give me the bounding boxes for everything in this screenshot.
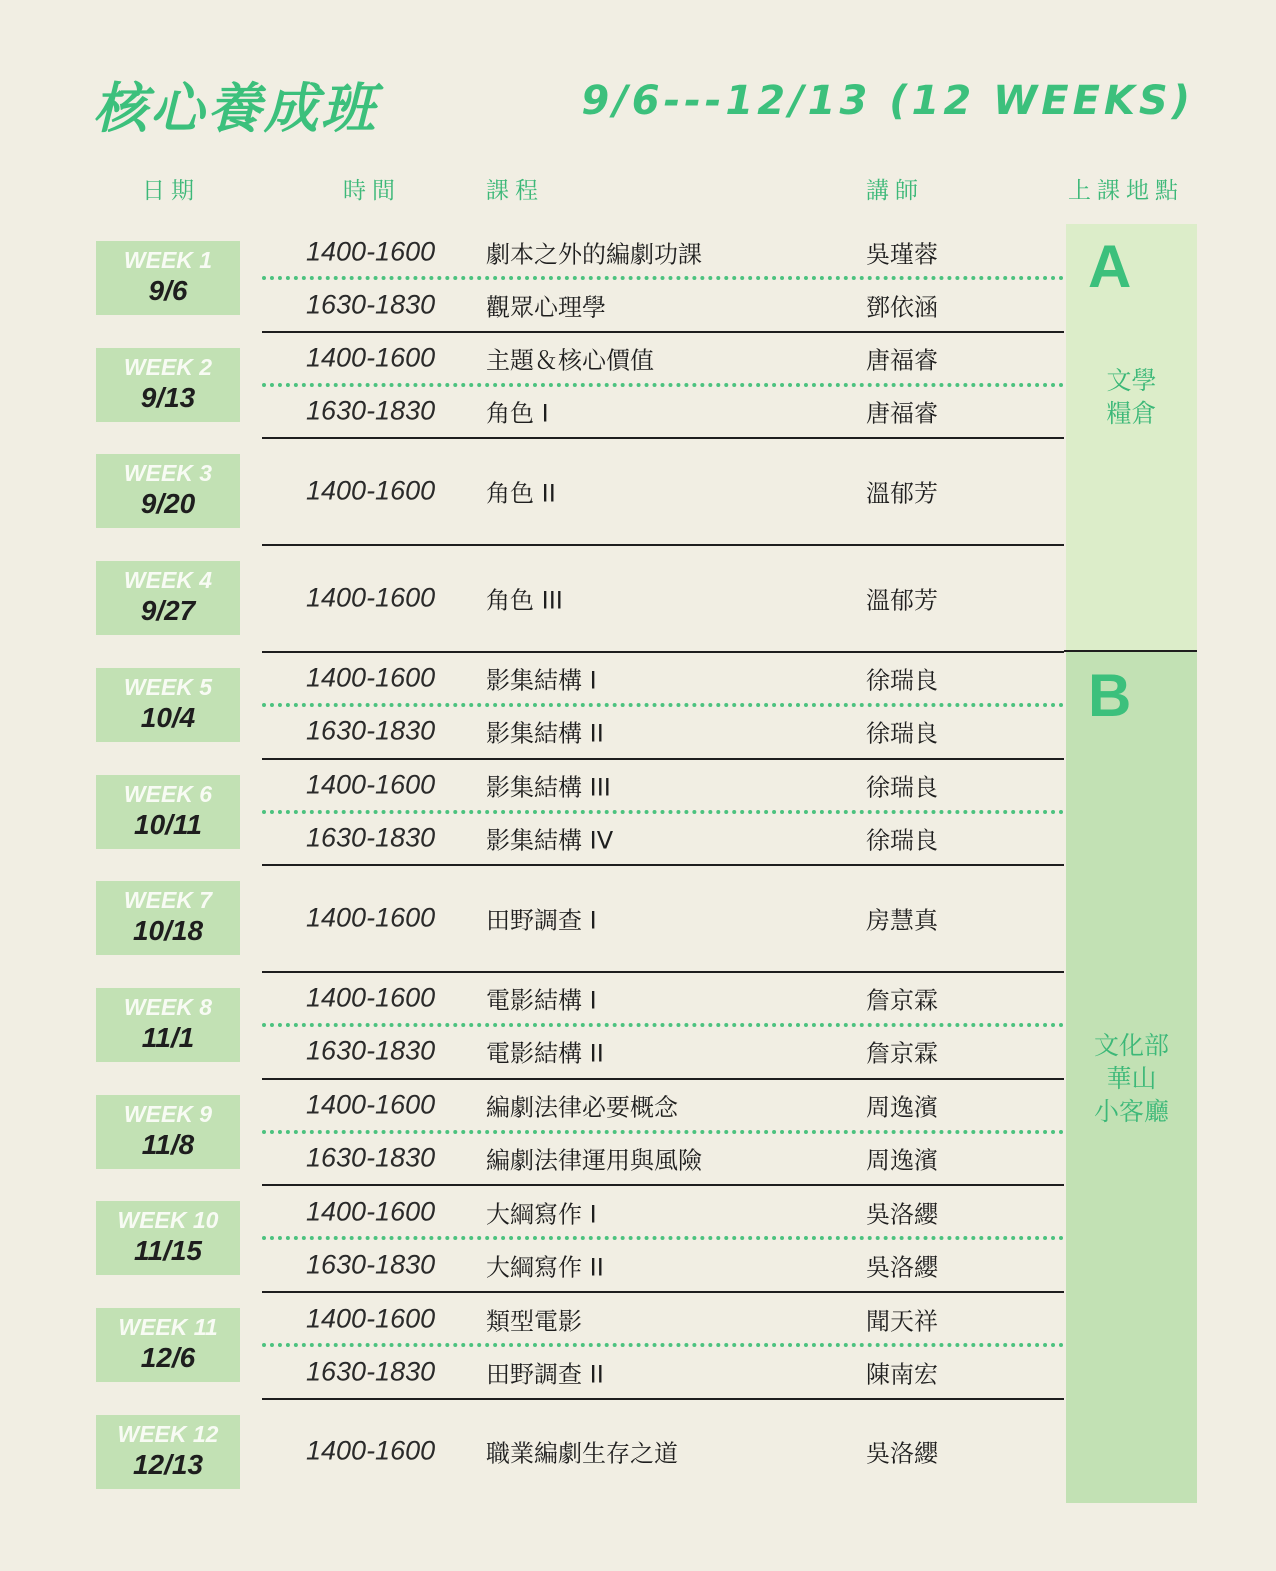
session-teacher: 徐瑞良 (866, 666, 938, 695)
session-teacher: 聞天祥 (866, 1307, 938, 1335)
session-course: 編劇法律運用與風險 (486, 1146, 702, 1175)
location-b-name-line: 小客廳 (1093, 1097, 1169, 1126)
week-box (96, 348, 240, 422)
week-divider (262, 1398, 1064, 1400)
session-teacher: 陳南宏 (866, 1360, 938, 1388)
week-divider (262, 864, 1064, 866)
week-box (96, 1415, 240, 1489)
location-b-name-line: 華山 (1106, 1064, 1157, 1093)
week-box (96, 775, 240, 849)
session-row (262, 1079, 1064, 1132)
session-divider (262, 1023, 1064, 1027)
session-teacher: 吳洛纓 (866, 1439, 938, 1468)
week-box (96, 988, 240, 1062)
week-date: 12/6 (140, 1342, 196, 1373)
week-box (96, 1201, 240, 1275)
session-time: 1400-1600 (306, 236, 436, 266)
week-label: WEEK 9 (123, 1100, 213, 1127)
session-teacher: 溫郁芳 (866, 586, 938, 615)
session-divider (262, 1130, 1064, 1134)
week-date: 11/8 (141, 1128, 195, 1160)
week-box (96, 241, 240, 315)
session-course: 職業編劇生存之道 (486, 1439, 678, 1468)
week-divider (262, 437, 1064, 439)
session-teacher: 吳瑾蓉 (866, 240, 938, 268)
week-date: 9/13 (140, 381, 196, 413)
session-course: 角色 II (486, 479, 556, 508)
week-box (96, 561, 240, 635)
session-row (262, 1425, 1064, 1478)
session-time: 1400-1600 (306, 582, 436, 613)
week-label: WEEK 8 (123, 993, 213, 1020)
session-course: 觀眾心理學 (486, 293, 606, 321)
session-row (262, 705, 1064, 758)
session-course: 編劇法律必要概念 (486, 1093, 678, 1122)
week-date: 12/13 (132, 1448, 204, 1480)
session-time: 1400-1600 (306, 1196, 436, 1227)
session-time: 1630-1830 (306, 395, 436, 426)
session-divider (262, 1343, 1064, 1347)
week-label: WEEK 3 (123, 460, 213, 487)
session-row (262, 759, 1064, 812)
session-time: 1400-1600 (306, 769, 436, 800)
session-time: 1630-1830 (306, 1249, 436, 1280)
location-a-letter: A (1088, 233, 1132, 300)
session-row (262, 972, 1064, 1025)
week-label: WEEK 2 (123, 353, 213, 380)
session-course: 田野調查 I (486, 906, 597, 935)
week-label: WEEK 5 (123, 673, 213, 700)
session-course: 田野調查 II (486, 1360, 604, 1388)
session-course: 影集結構 IV (486, 826, 614, 855)
session-divider (262, 810, 1064, 814)
week-box (96, 1095, 240, 1169)
session-teacher: 唐福睿 (866, 399, 938, 428)
week-date: 9/6 (148, 275, 188, 306)
session-teacher: 詹京霖 (866, 986, 938, 1015)
session-row (262, 332, 1064, 385)
session-time: 1400-1600 (306, 1435, 436, 1466)
session-course: 電影結構 II (486, 1039, 604, 1068)
week-box (96, 1308, 240, 1382)
session-teacher: 唐福睿 (866, 346, 938, 375)
location-b-panel (1066, 651, 1197, 1503)
session-time: 1630-1830 (306, 715, 436, 746)
session-time: 1630-1830 (306, 1142, 436, 1173)
column-header-course: 課程 (486, 178, 544, 204)
session-teacher: 周逸濱 (866, 1146, 938, 1175)
session-row (262, 812, 1064, 865)
location-a-name (1066, 364, 1197, 430)
week-date: 9/27 (140, 595, 196, 627)
session-course: 影集結構 III (486, 773, 611, 802)
session-course: 劇本之外的編劇功課 (486, 240, 702, 268)
session-teacher: 徐瑞良 (866, 719, 938, 748)
session-row (262, 225, 1064, 278)
week-label: WEEK 11 (118, 1314, 218, 1340)
week-label: WEEK 6 (123, 780, 213, 807)
session-divider (262, 276, 1064, 280)
session-course: 角色 I (486, 399, 549, 428)
session-time: 1400-1600 (306, 1303, 436, 1333)
session-divider (262, 1236, 1064, 1240)
location-b-letter: B (1088, 662, 1132, 729)
week-date: 11/1 (141, 1021, 195, 1053)
location-a-panel (1066, 224, 1197, 651)
column-header-teacher: 講師 (866, 178, 924, 204)
session-time: 1400-1600 (306, 1089, 436, 1120)
session-course: 大綱寫作 I (486, 1200, 597, 1229)
location-b-name-line: 文化部 (1093, 1031, 1169, 1060)
column-header-location: 上課地點 (1068, 178, 1184, 204)
column-header-date: 日期 (142, 178, 200, 204)
session-row (262, 278, 1064, 331)
location-a-name-line: 糧倉 (1106, 399, 1157, 428)
week-label: WEEK 7 (123, 887, 213, 914)
week-label: WEEK 12 (117, 1420, 219, 1447)
session-teacher: 房慧真 (866, 906, 938, 935)
session-teacher: 徐瑞良 (866, 826, 938, 855)
session-course: 大綱寫作 II (486, 1253, 604, 1282)
session-row (262, 385, 1064, 438)
week-box (96, 454, 240, 528)
session-time: 1400-1600 (306, 982, 436, 1013)
session-time: 1400-1600 (306, 662, 436, 693)
session-divider (262, 703, 1064, 707)
week-label: WEEK 4 (123, 567, 213, 594)
session-time: 1400-1600 (306, 342, 436, 373)
week-label: WEEK 1 (123, 247, 213, 273)
session-row (262, 571, 1064, 624)
page-title: 核心養成班 (93, 77, 378, 140)
session-time: 1400-1600 (306, 475, 436, 506)
session-course: 電影結構 I (486, 986, 597, 1015)
session-course: 影集結構 II (486, 719, 604, 748)
week-label: WEEK 10 (117, 1207, 219, 1234)
session-teacher: 吳洛纓 (866, 1200, 938, 1229)
session-course: 角色 III (486, 586, 563, 615)
session-row (262, 464, 1064, 517)
session-divider (262, 383, 1064, 387)
session-time: 1630-1830 (306, 289, 436, 319)
session-time: 1400-1600 (306, 902, 436, 933)
session-teacher: 徐瑞良 (866, 773, 938, 802)
session-row (262, 652, 1064, 705)
week-date: 10/11 (134, 808, 202, 840)
session-teacher: 詹京霖 (866, 1039, 938, 1068)
week-box (96, 881, 240, 955)
session-course: 類型電影 (486, 1307, 582, 1335)
week-date: 10/4 (140, 701, 196, 733)
week-date: 11/15 (134, 1235, 202, 1267)
session-teacher: 吳洛纓 (866, 1253, 938, 1282)
week-divider (262, 544, 1064, 546)
location-divider (1064, 650, 1197, 652)
session-teacher: 鄧依涵 (866, 293, 938, 321)
session-row (262, 1132, 1064, 1185)
session-row (262, 1292, 1064, 1345)
week-date: 9/20 (140, 488, 196, 520)
session-course: 影集結構 I (486, 666, 597, 695)
session-teacher: 周逸濱 (866, 1093, 938, 1122)
week-date: 10/18 (132, 915, 204, 947)
session-time: 1630-1830 (306, 1035, 436, 1066)
location-b-name (1066, 1029, 1197, 1128)
session-row (262, 1025, 1064, 1078)
location-a-name-line: 文學 (1106, 366, 1157, 395)
session-row (262, 1238, 1064, 1291)
session-time: 1630-1830 (306, 822, 436, 853)
column-header-time: 時間 (343, 178, 401, 204)
week-box (96, 668, 240, 742)
session-teacher: 溫郁芳 (866, 479, 938, 508)
session-row (262, 1185, 1064, 1238)
session-course: 主題＆核心價值 (486, 346, 654, 375)
date-range: 9/6---12/13 (12 WEEKS) (581, 78, 1194, 124)
session-row (262, 1345, 1064, 1398)
session-time: 1630-1830 (306, 1356, 436, 1386)
session-row (262, 891, 1064, 944)
